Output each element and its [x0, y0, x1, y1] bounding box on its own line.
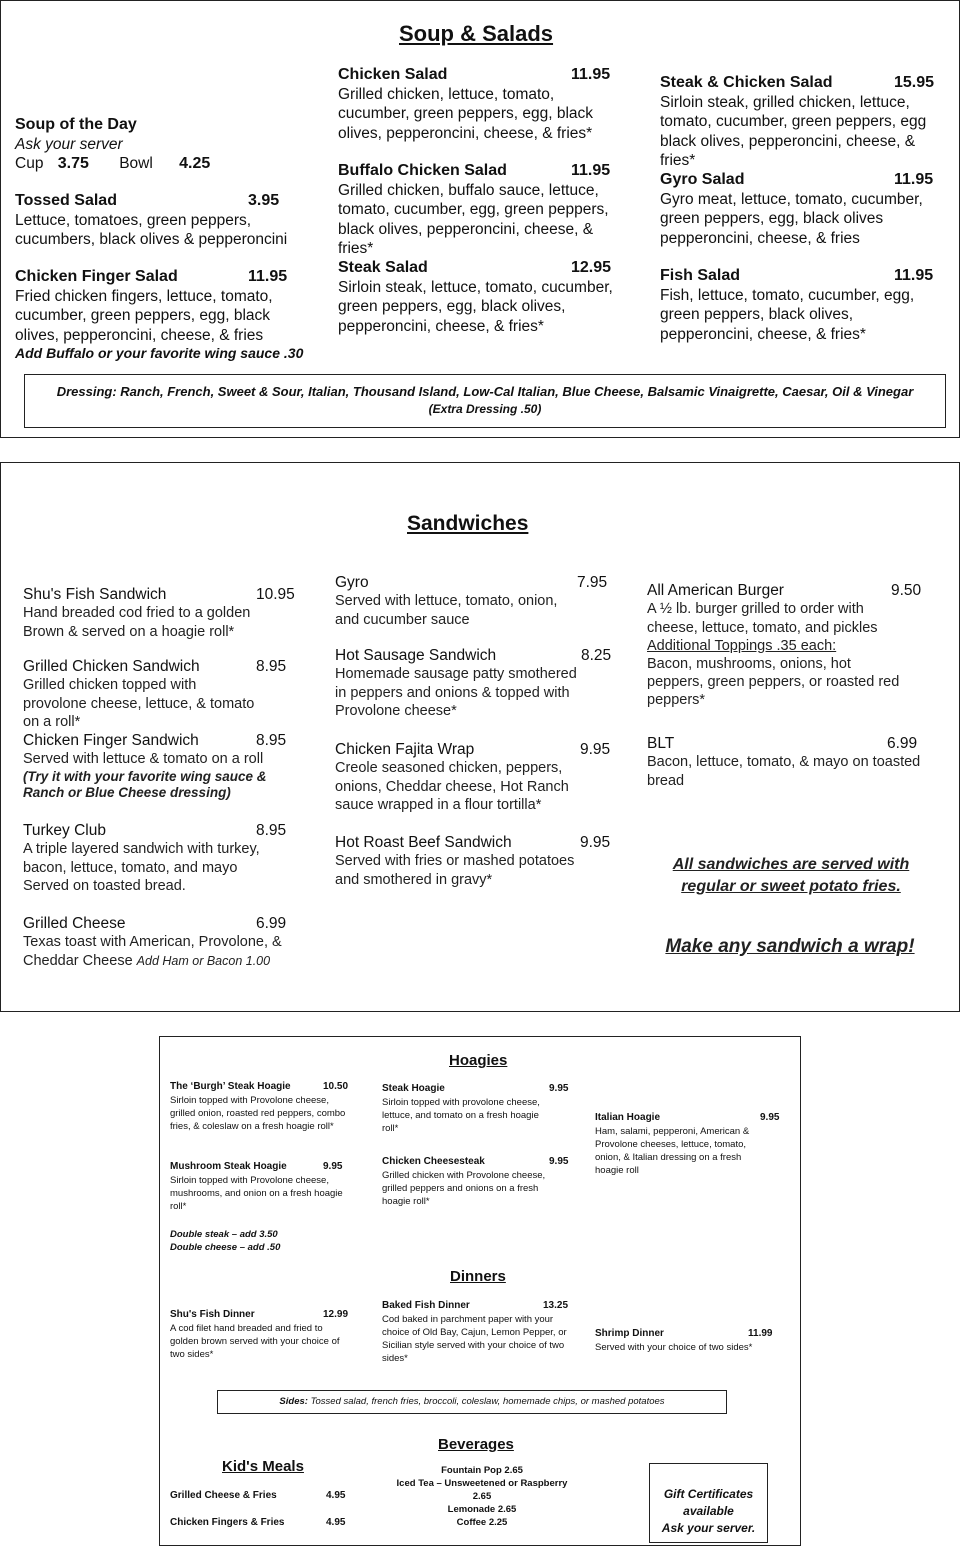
- item-name: Hot Sausage Sandwich: [335, 647, 497, 664]
- double-steak: Double steak – add 3.50: [170, 1229, 278, 1240]
- item-desc: Hand breaded cod fried to a golden Brown & served on a hoagie roll*: [23, 605, 251, 640]
- menu-item: [23, 657, 308, 731]
- toppings-list: Bacon, mushrooms, onions, hot peppers, green peppers, or roasted red peppers*: [647, 655, 900, 708]
- item-name: Tossed Salad: [15, 192, 117, 209]
- menu-item: [595, 1111, 785, 1177]
- item-name: Chicken Fajita Wrap: [335, 741, 475, 758]
- item-name: Steak & Chicken Salad: [660, 74, 833, 91]
- coffee: Coffee 2.25: [456, 1517, 508, 1529]
- bowl-price: 4.25: [179, 155, 211, 173]
- menu-item: [170, 1308, 360, 1361]
- item-name: Chicken Finger Salad: [15, 268, 178, 285]
- item-name: Grilled Cheese: [23, 915, 126, 932]
- dressing-extra: (Extra Dressing .50): [428, 401, 542, 416]
- cup-label: Cup: [15, 155, 44, 173]
- iced-tea: Iced Tea – Unsweetened or Raspberry: [396, 1478, 568, 1490]
- item-price: 11.95: [894, 267, 934, 284]
- bowl-label: Bowl: [119, 155, 153, 173]
- item-extra: (Try it with your favorite wing sauce & Ranch or Blue Cheese dressing): [23, 768, 267, 801]
- item-desc: Sirloin topped with Provolone cheese, grilled onion, roasted red peppers, combo fries, & coleslaw on a fresh hoagie roll*: [170, 1094, 346, 1133]
- item-price: 11.95: [571, 66, 611, 83]
- menu-item: [338, 258, 623, 336]
- hoagies-dinners-panel: [159, 1036, 801, 1546]
- gift-certificates-box: [649, 1463, 768, 1543]
- item-name: Chicken Salad: [338, 66, 448, 83]
- dressing-list: Dressing: Ranch, French, Sweet & Sour, Italian, Thousand Island, Low-Cal Italian, Blue Cheese, Balsamic Vinaigrette, Caesar, Oil & Vinegar: [56, 384, 914, 399]
- item-name: Grilled Chicken Sandwich: [23, 658, 200, 675]
- item-name: Gyro Salad: [660, 171, 745, 188]
- item-name: Shrimp Dinner: [595, 1328, 664, 1339]
- item-desc: Lettuce, tomatoes, green peppers, cucumbers, black olives & pepperoncini: [15, 212, 288, 249]
- item-desc: Fried chicken fingers, lettuce, tomato, cucumber, green peppers, egg, black olives, pepperoncini, cheese, & fries: [15, 288, 273, 344]
- item-desc: Grilled chicken, lettuce, tomato, cucumber, green peppers, egg, black olives, pepperoncini, cheese, & fries*: [338, 86, 594, 142]
- menu-item: [170, 1160, 350, 1213]
- item-name: Gyro: [335, 574, 369, 591]
- item-desc: Served with lettuce, tomato, onion, and cucumber sauce: [335, 593, 558, 628]
- item-price: 12.99: [323, 1309, 349, 1320]
- item-price: 4.95: [326, 1490, 346, 1501]
- menu-item: [15, 267, 315, 363]
- item-desc: A triple layered sandwich with turkey, bacon, lettuce, tomato, and mayo Served on toasted bread.: [23, 841, 260, 894]
- menu-item: [23, 914, 308, 970]
- item-price: 13.25: [543, 1300, 569, 1311]
- item-desc: Cod baked in parchment paper with your choice of Old Bay, Cajun, Lemon Pepper, or Sicilian style served with your choice of two sides*: [382, 1313, 567, 1365]
- item-price: 9.95: [580, 834, 611, 851]
- menu-item: [15, 191, 305, 250]
- item-name: Chicken Finger Sandwich: [23, 732, 199, 749]
- item-name: Shu's Fish Dinner: [170, 1309, 255, 1320]
- menu-item: [647, 581, 927, 709]
- hoagies-heading: Hoagies: [449, 1052, 508, 1069]
- item-price: 11.95: [248, 268, 288, 285]
- sides-box: [217, 1390, 727, 1414]
- menu-item: [170, 1080, 350, 1133]
- sides-label: Sides:: [279, 1396, 308, 1407]
- beverages-list: [384, 1464, 580, 1530]
- soup-name: Soup of the Day: [15, 116, 137, 133]
- item-price: 8.25: [581, 647, 612, 664]
- item-price: 9.95: [549, 1083, 569, 1094]
- fries-note: All sandwiches are served with regular or sweet potato fries.: [672, 856, 910, 895]
- soup-note: Ask your server: [15, 136, 123, 153]
- double-options: [170, 1228, 370, 1254]
- kids-item: [170, 1516, 350, 1530]
- item-desc: Served with your choice of two sides*: [595, 1341, 753, 1353]
- item-desc: Sirloin steak, grilled chicken, lettuce, tomato, cucumber, green peppers, egg black olives, pepperoncini, cheese, & fries*: [660, 94, 927, 170]
- item-name: Shu's Fish Sandwich: [23, 586, 167, 603]
- double-cheese: Double cheese – add .50: [170, 1242, 281, 1254]
- item-price: 9.95: [549, 1156, 569, 1167]
- gift-line3: Ask your server.: [661, 1520, 756, 1535]
- item-price: 8.95: [256, 658, 287, 675]
- menu-item: [595, 1327, 785, 1354]
- item-price: 7.95: [577, 574, 608, 591]
- item-name: Grilled Cheese & Fries: [170, 1490, 277, 1501]
- menu-item: [647, 734, 927, 790]
- menu-item: [335, 646, 615, 720]
- soup-salads-panel: [0, 0, 960, 438]
- item-desc: Sirloin steak, lettuce, tomato, cucumber, green peppers, egg, black olives, pepperoncini, cheese, & fries*: [338, 279, 613, 335]
- item-price: 9.95: [323, 1161, 343, 1172]
- lemonade: Lemonade 2.65: [447, 1504, 517, 1516]
- beverages-heading: Beverages: [438, 1436, 514, 1453]
- item-desc: Texas toast with American, Provolone, & Cheddar Cheese: [23, 934, 282, 969]
- menu-item: [382, 1082, 572, 1135]
- item-desc: Gyro meat, lettuce, tomato, cucumber, green peppers, egg, black olives pepperoncini, cheese, & fries: [660, 191, 923, 247]
- gift-line1: Gift Certificates: [663, 1487, 754, 1501]
- item-desc: Grilled chicken, buffalo sauce, lettuce, tomato, cucumber, egg, green peppers, black olives, pepperoncini, cheese, & fries*: [338, 182, 609, 258]
- soup-salads-heading: Soup & Salads: [399, 21, 554, 46]
- item-name: Turkey Club: [23, 822, 106, 839]
- item-name: Baked Fish Dinner: [382, 1300, 470, 1311]
- item-price: 9.50: [891, 582, 922, 599]
- gift-line2: available: [683, 1503, 734, 1518]
- item-price: 6.99: [256, 915, 287, 932]
- dinners-heading: Dinners: [450, 1268, 506, 1285]
- menu-item: [23, 585, 308, 641]
- item-price: 15.95: [894, 74, 935, 91]
- item-price: 9.95: [760, 1112, 780, 1123]
- item-name: Buffalo Chicken Salad: [338, 162, 507, 179]
- item-price: 11.95: [894, 171, 934, 188]
- item-price: 8.95: [256, 732, 287, 749]
- item-desc: Grilled chicken with Provolone cheese, grilled peppers and onions on a fresh hoagie roll*: [382, 1169, 546, 1208]
- menu-item: [335, 740, 615, 814]
- item-desc: A ½ lb. burger grilled to order with cheese, lettuce, tomato, and pickles: [647, 601, 878, 636]
- item-desc: A cod filet hand breaded and fried to golden brown served with your choice of two sides*: [170, 1322, 340, 1361]
- sandwiches-panel: [0, 462, 960, 1012]
- item-desc: Grilled chicken topped with provolone cheese, lettuce, & tomato on a roll*: [23, 677, 255, 730]
- kids-heading: Kid's Meals: [222, 1458, 304, 1475]
- item-price: 10.50: [323, 1081, 349, 1092]
- sandwiches-heading: Sandwiches: [407, 512, 529, 535]
- cup-price: 3.75: [57, 155, 89, 173]
- item-name: Steak Hoagie: [382, 1083, 445, 1094]
- soup-of-day: [15, 115, 305, 174]
- item-desc: Creole seasoned chicken, peppers, onions, Cheddar cheese, Hot Ranch sauce wrapped in a flour tortilla*: [335, 760, 569, 813]
- item-name: All American Burger: [647, 582, 784, 599]
- item-name: Hot Roast Beef Sandwich: [335, 834, 512, 851]
- menu-item: [660, 266, 945, 344]
- fountain-pop: Fountain Pop 2.65: [441, 1465, 523, 1476]
- menu-item: [382, 1155, 572, 1208]
- item-price: 8.95: [256, 822, 287, 839]
- item-name: Chicken Fingers & Fries: [170, 1517, 285, 1528]
- item-price: 10.95: [256, 586, 295, 603]
- item-price: 3.95: [248, 192, 280, 209]
- iced-tea-price: 2.65: [472, 1491, 492, 1503]
- menu-item: [23, 821, 308, 895]
- item-price: 11.95: [571, 162, 611, 179]
- item-desc: Sirloin topped with provolone cheese, lettuce, and tomato on a fresh hoagie roll*: [382, 1096, 540, 1135]
- item-name: BLT: [647, 735, 675, 752]
- item-name: Chicken Cheesesteak: [382, 1156, 485, 1167]
- item-name: The ‘Burgh’ Steak Hoagie: [170, 1081, 291, 1092]
- item-price: 4.95: [326, 1517, 346, 1528]
- item-desc: Sirloin topped with Provolone cheese, mushrooms, and onion on a fresh hoagie roll*: [170, 1174, 343, 1213]
- menu-item: [335, 833, 615, 889]
- menu-item: [335, 573, 615, 629]
- item-desc: Served with lettuce & tomato on a roll: [23, 751, 264, 768]
- item-desc: Ham, salami, pepperoni, American & Provolone cheeses, lettuce, tomato, onion, & Italian dressing on a fresh hoagie roll: [595, 1125, 750, 1177]
- sides-list: Tossed salad, french fries, broccoli, coleslaw, homemade chips, or mashed potatoes: [310, 1396, 665, 1407]
- item-price: 6.99: [887, 735, 918, 752]
- item-desc: Fish, lettuce, tomato, cucumber, egg, green peppers, black olives, pepperoncini, cheese, & fries*: [660, 287, 915, 343]
- item-price: 11.99: [748, 1328, 773, 1339]
- item-name: Italian Hoagie: [595, 1112, 661, 1123]
- item-price: 9.95: [580, 741, 611, 758]
- wrap-note: Make any sandwich a wrap!: [665, 936, 915, 957]
- menu-item: [338, 161, 623, 259]
- dressing-box: [24, 374, 946, 428]
- item-extra: Add Buffalo or your favorite wing sauce .30: [15, 345, 304, 362]
- menu-item: [338, 65, 623, 143]
- item-extra: Add Ham or Bacon 1.00: [136, 953, 271, 968]
- toppings-label: Additional Toppings .35 each:: [647, 637, 837, 654]
- menu-item: [23, 731, 308, 802]
- item-name: Fish Salad: [660, 267, 741, 284]
- kids-item: [170, 1489, 350, 1503]
- menu-item: [660, 73, 945, 171]
- item-desc: Served with fries or mashed potatoes and smothered in gravy*: [335, 853, 575, 888]
- menu-item: [382, 1299, 572, 1365]
- item-desc: Homemade sausage patty smothered in peppers and onions & topped with Provolone cheese*: [335, 666, 577, 719]
- item-name: Steak Salad: [338, 259, 428, 276]
- item-desc: Bacon, lettuce, tomato, & mayo on toasted bread: [647, 754, 921, 789]
- item-name: Mushroom Steak Hoagie: [170, 1161, 287, 1172]
- item-price: 12.95: [571, 259, 612, 276]
- menu-item: [660, 170, 945, 248]
